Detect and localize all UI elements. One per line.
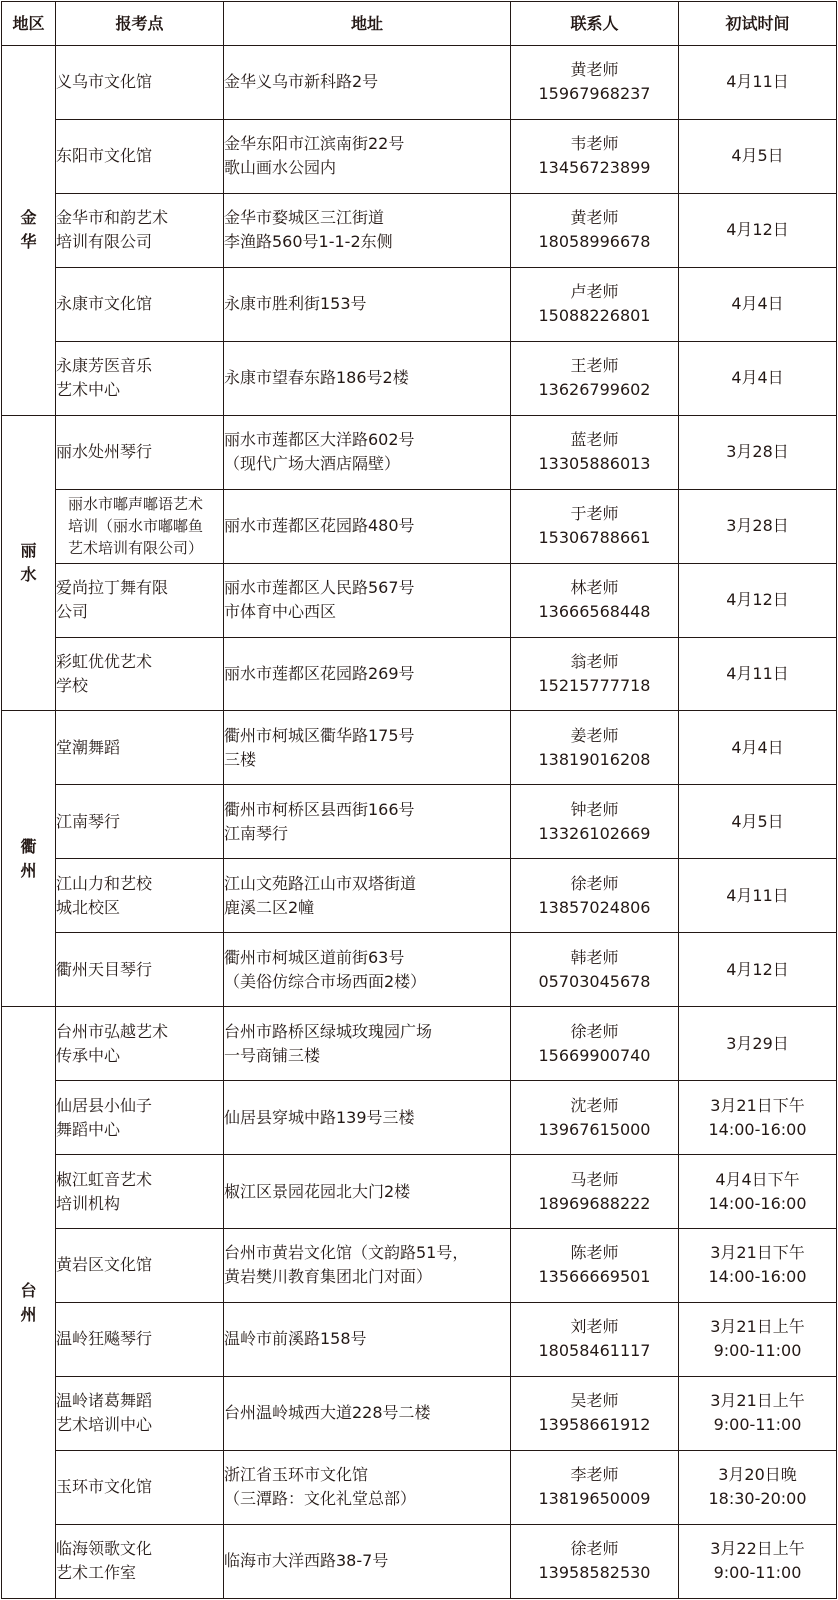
text-line: 3月21日上午	[710, 1317, 805, 1337]
exam-date-cell	[679, 267, 837, 341]
text-line: 一号商铺三楼	[224, 1045, 321, 1065]
address-cell	[224, 1376, 511, 1450]
text-line: 韩老师	[570, 947, 619, 967]
text-line: 东阳市文化馆	[56, 146, 153, 166]
text-line: 金华义乌市新科路2号	[224, 72, 379, 92]
text-line: 温岭市前溪路158号	[224, 1329, 367, 1349]
text-line: 黄老师	[570, 60, 619, 80]
text-line: 临海领歌文化	[56, 1539, 153, 1559]
text-line: 江山文苑路江山市双塔街道	[224, 873, 417, 893]
venue-cell	[56, 1450, 224, 1524]
exam-date-cell	[679, 415, 837, 489]
text-line: 05703045678	[538, 971, 651, 991]
contact-cell	[511, 1081, 679, 1155]
text-line: 3月20日晚	[718, 1465, 797, 1485]
exam-date-cell	[679, 711, 837, 785]
text-line: 台州市黄岩文化馆（文韵路51号，	[224, 1243, 469, 1263]
text-line: 丽水市莲都区大洋路602号	[224, 430, 415, 450]
contact-cell	[511, 1524, 679, 1598]
exam-venue-table	[1, 1, 837, 1599]
text-line: 徐老师	[570, 1021, 619, 1041]
address-cell	[224, 46, 511, 120]
text-line: 衢州市柯城区衢华路175号	[224, 725, 415, 745]
text-line: 彩虹优优艺术	[56, 651, 153, 671]
text-line: （美俗仿综合市场西面2楼）	[224, 971, 427, 991]
exam-date-cell	[679, 933, 837, 1007]
text-line: 13958661912	[538, 1415, 651, 1435]
text-line: 15669900740	[538, 1045, 651, 1065]
table-row	[2, 341, 837, 415]
region-char: 丽	[20, 541, 37, 561]
venue-cell	[56, 415, 224, 489]
text-line: 13819016208	[538, 749, 651, 769]
header-region: 地区	[2, 2, 56, 46]
region-char: 州	[20, 860, 37, 880]
contact-cell	[511, 1376, 679, 1450]
exam-date-cell	[679, 1007, 837, 1081]
table-row	[2, 119, 837, 193]
exam-date-cell	[679, 563, 837, 637]
address-cell	[224, 119, 511, 193]
text-line: 马老师	[570, 1169, 619, 1189]
text-line: 艺术培训有限公司）	[68, 539, 204, 558]
address-cell	[224, 1007, 511, 1081]
text-line: 王老师	[570, 356, 619, 376]
exam-date-cell	[679, 1302, 837, 1376]
region-cell	[2, 711, 56, 1007]
venue-cell	[56, 859, 224, 933]
table-row	[2, 415, 837, 489]
address-cell	[224, 267, 511, 341]
table-row	[2, 1155, 837, 1229]
table-row	[2, 1229, 837, 1303]
contact-cell	[511, 267, 679, 341]
text-line: 衢州市柯城区道前街63号	[224, 947, 405, 967]
table-row	[2, 637, 837, 711]
text-line: 18969688222	[538, 1193, 651, 1213]
header-contact: 联系人	[511, 2, 679, 46]
text-line: 3月22日上午	[710, 1539, 805, 1559]
exam-date-cell	[679, 1155, 837, 1229]
venue-cell	[56, 193, 224, 267]
text-line: 于老师	[570, 504, 619, 524]
text-line: 台州市路桥区绿城玫瑰园广场	[224, 1021, 433, 1041]
text-line: 仙居县穿城中路139号三楼	[224, 1107, 415, 1127]
text-line: 三楼	[224, 749, 257, 769]
venue-cell	[56, 637, 224, 711]
contact-cell	[511, 119, 679, 193]
contact-cell	[511, 1229, 679, 1303]
text-line: 4月12日	[726, 220, 789, 240]
exam-date-cell	[679, 859, 837, 933]
text-line: 舞蹈中心	[56, 1119, 121, 1139]
text-line: 永康芳医音乐	[56, 356, 153, 376]
text-line: 3月21日下午	[710, 1095, 805, 1115]
text-line: 4月5日	[731, 146, 784, 166]
text-line: 艺术培训中心	[56, 1415, 153, 1435]
venue-cell	[56, 1081, 224, 1155]
text-line: 9:00-11:00	[713, 1341, 802, 1361]
exam-date-cell	[679, 785, 837, 859]
text-line: 4月4日	[731, 368, 784, 388]
text-line: 13456723899	[538, 158, 651, 178]
table-row	[2, 267, 837, 341]
address-cell	[224, 637, 511, 711]
exam-date-cell	[679, 1376, 837, 1450]
text-line: 仙居县小仙子	[56, 1095, 153, 1115]
text-line: 浙江省玉环市文化馆	[224, 1465, 369, 1485]
text-line: 市体育中心西区	[224, 602, 337, 622]
region-char: 金	[20, 208, 37, 228]
text-line: 18058461117	[538, 1341, 651, 1361]
venue-cell	[56, 785, 224, 859]
text-line: 艺术工作室	[56, 1563, 137, 1583]
address-cell	[224, 859, 511, 933]
exam-date-cell	[679, 1229, 837, 1303]
text-line: 歌山画水公园内	[224, 158, 337, 178]
header-exam-date: 初试时间	[679, 2, 837, 46]
region-cell	[2, 1007, 56, 1599]
contact-cell	[511, 193, 679, 267]
contact-cell	[511, 711, 679, 785]
text-line: 永康市文化馆	[56, 294, 153, 314]
text-line: 永康市望春东路186号2楼	[224, 368, 409, 388]
venue-cell	[56, 341, 224, 415]
exam-date-cell	[679, 46, 837, 120]
address-cell	[224, 1081, 511, 1155]
text-line: 林老师	[570, 578, 619, 598]
text-line: 城北校区	[56, 897, 121, 917]
address-cell	[224, 193, 511, 267]
header-row	[2, 2, 837, 46]
contact-cell	[511, 46, 679, 120]
exam-date-cell	[679, 1081, 837, 1155]
table-row	[2, 1450, 837, 1524]
region-char: 水	[20, 565, 37, 585]
text-line: 台州市弘越艺术	[56, 1021, 169, 1041]
text-line: 黄岩区文化馆	[56, 1255, 153, 1275]
text-line: 椒江虹音艺术	[56, 1169, 153, 1189]
text-line: 4月12日	[726, 590, 789, 610]
text-line: 艺术中心	[56, 380, 121, 400]
text-line: 鹿溪二区2幢	[224, 897, 315, 917]
text-line: 15088226801	[538, 306, 651, 326]
exam-date-cell	[679, 119, 837, 193]
text-line: 14:00-16:00	[708, 1267, 807, 1287]
text-line: 4月11日	[726, 663, 789, 683]
contact-cell	[511, 563, 679, 637]
text-line: 13666568448	[538, 602, 651, 622]
text-line: 18058996678	[538, 232, 651, 252]
text-line: 4月5日	[731, 811, 784, 831]
table-body	[2, 46, 837, 1599]
text-line: 沈老师	[570, 1095, 619, 1115]
text-line: （三潭路：文化礼堂总部）	[224, 1489, 417, 1509]
text-line: 4月11日	[726, 885, 789, 905]
address-cell	[224, 711, 511, 785]
text-line: 14:00-16:00	[708, 1193, 807, 1213]
text-line: 13305886013	[538, 454, 651, 474]
table-row	[2, 1524, 837, 1598]
venue-cell	[56, 489, 224, 563]
text-line: 义乌市文化馆	[56, 72, 153, 92]
address-cell	[224, 933, 511, 1007]
table-row	[2, 489, 837, 563]
venue-cell	[56, 46, 224, 120]
contact-cell	[511, 1155, 679, 1229]
table-row	[2, 1376, 837, 1450]
venue-cell	[56, 267, 224, 341]
exam-date-cell	[679, 489, 837, 563]
address-cell	[224, 563, 511, 637]
table-row	[2, 711, 837, 785]
text-line: 陈老师	[570, 1243, 619, 1263]
text-line: 9:00-11:00	[713, 1563, 802, 1583]
contact-cell	[511, 1302, 679, 1376]
table-row	[2, 46, 837, 120]
table-row	[2, 1007, 837, 1081]
region-cell	[2, 46, 56, 416]
text-line: （现代广场大酒店隔壁）	[224, 454, 401, 474]
exam-date-cell	[679, 341, 837, 415]
address-cell	[224, 785, 511, 859]
text-line: 徐老师	[570, 873, 619, 893]
text-line: 爱尚拉丁舞有限	[56, 578, 169, 598]
address-cell	[224, 1302, 511, 1376]
text-line: 刘老师	[570, 1317, 619, 1337]
table-row	[2, 933, 837, 1007]
text-line: 吴老师	[570, 1391, 619, 1411]
text-line: 15306788661	[538, 528, 651, 548]
text-line: 江山力和艺校	[56, 873, 153, 893]
text-line: 15215777718	[538, 675, 651, 695]
text-line: 3月28日	[726, 442, 789, 462]
text-line: 李老师	[570, 1465, 619, 1485]
text-line: 临海市大洋西路38-7号	[224, 1551, 389, 1571]
text-line: 15967968237	[538, 84, 651, 104]
venue-cell	[56, 1229, 224, 1303]
address-cell	[224, 341, 511, 415]
venue-cell	[56, 1524, 224, 1598]
contact-cell	[511, 341, 679, 415]
venue-cell	[56, 1302, 224, 1376]
text-line: 3月28日	[726, 516, 789, 536]
text-line: 椒江区景园花园北大门2楼	[224, 1181, 411, 1201]
text-line: 3月29日	[726, 1033, 789, 1053]
text-line: 3月21日下午	[710, 1243, 805, 1263]
text-line: 13958582530	[538, 1563, 651, 1583]
text-line: 4月11日	[726, 72, 789, 92]
text-line: 丽水处州琴行	[56, 442, 153, 462]
contact-cell	[511, 637, 679, 711]
text-line: 丽水市莲都区花园路269号	[224, 663, 415, 683]
text-line: 4月4日	[731, 737, 784, 757]
text-line: 4月4日	[731, 294, 784, 314]
text-line: 堂潮舞蹈	[56, 737, 121, 757]
text-line: 江南琴行	[224, 823, 289, 843]
header-address: 地址	[224, 2, 511, 46]
contact-cell	[511, 415, 679, 489]
text-line: 9:00-11:00	[713, 1415, 802, 1435]
text-line: 韦老师	[570, 134, 619, 154]
venue-cell	[56, 933, 224, 1007]
venue-cell	[56, 711, 224, 785]
text-line: 丽水市莲都区花园路480号	[224, 516, 415, 536]
text-line: 传承中心	[56, 1045, 121, 1065]
text-line: 姜老师	[570, 725, 619, 745]
text-line: 18:30-20:00	[708, 1489, 807, 1509]
address-cell	[224, 1155, 511, 1229]
text-line: 金华市和韵艺术	[56, 208, 169, 228]
text-line: 培训有限公司	[56, 232, 153, 252]
text-line: 台州温岭城西大道228号二楼	[224, 1403, 431, 1423]
address-cell	[224, 1229, 511, 1303]
table-row	[2, 785, 837, 859]
venue-cell	[56, 1155, 224, 1229]
table-row	[2, 1302, 837, 1376]
contact-cell	[511, 933, 679, 1007]
text-line: 14:00-16:00	[708, 1119, 807, 1139]
text-line: 4月12日	[726, 959, 789, 979]
contact-cell	[511, 785, 679, 859]
text-line: 黄岩樊川教育集团北门对面）	[224, 1267, 433, 1287]
contact-cell	[511, 489, 679, 563]
text-line: 培训机构	[56, 1193, 121, 1213]
text-line: 玉环市文化馆	[56, 1477, 153, 1497]
address-cell	[224, 489, 511, 563]
text-line: 钟老师	[570, 799, 619, 819]
text-line: 金华市婺城区三江街道	[224, 208, 385, 228]
text-line: 衢州天目琴行	[56, 959, 153, 979]
table-row	[2, 859, 837, 933]
text-line: 卢老师	[570, 282, 619, 302]
address-cell	[224, 1450, 511, 1524]
text-line: 13326102669	[538, 823, 651, 843]
address-cell	[224, 415, 511, 489]
table-row	[2, 1081, 837, 1155]
contact-cell	[511, 1007, 679, 1081]
text-line: 公司	[56, 602, 89, 622]
venue-cell	[56, 1007, 224, 1081]
venue-cell	[56, 563, 224, 637]
text-line: 13819650009	[538, 1489, 651, 1509]
contact-cell	[511, 859, 679, 933]
text-line: 培训（丽水市嘟嘟鱼	[68, 517, 204, 536]
table-row	[2, 563, 837, 637]
header-venue: 报考点	[56, 2, 224, 46]
exam-date-cell	[679, 1524, 837, 1598]
region-char: 衢	[20, 836, 37, 856]
exam-date-cell	[679, 637, 837, 711]
text-line: 衢州市柯桥区县西街166号	[224, 799, 415, 819]
text-line: 13566669501	[538, 1267, 651, 1287]
text-line: 丽水市莲都区人民路567号	[224, 578, 415, 598]
table-row	[2, 193, 837, 267]
text-line: 学校	[56, 675, 89, 695]
text-line: 翁老师	[570, 651, 619, 671]
region-char: 华	[20, 232, 37, 252]
text-line: 黄老师	[570, 208, 619, 228]
text-line: 13857024806	[538, 897, 651, 917]
region-char: 州	[20, 1304, 37, 1324]
text-line: 永康市胜利街153号	[224, 294, 367, 314]
text-line: 徐老师	[570, 1539, 619, 1559]
region-cell	[2, 415, 56, 711]
text-line: 温岭狂飚琴行	[56, 1329, 153, 1349]
text-line: 3月21日上午	[710, 1391, 805, 1411]
venue-cell	[56, 1376, 224, 1450]
text-line: 4月4日下午	[715, 1169, 800, 1189]
text-line: 13967615000	[538, 1119, 651, 1139]
text-line: 13626799602	[538, 380, 651, 400]
exam-date-cell	[679, 193, 837, 267]
contact-cell	[511, 1450, 679, 1524]
address-cell	[224, 1524, 511, 1598]
text-line: 金华东阳市江滨南街22号	[224, 134, 405, 154]
venue-cell	[56, 119, 224, 193]
text-line: 丽水市嘟声嘟语艺术	[68, 495, 204, 514]
text-line: 江南琴行	[56, 811, 121, 831]
exam-date-cell	[679, 1450, 837, 1524]
text-line: 李渔路560号1-1-2东侧	[224, 232, 393, 252]
text-line: 蓝老师	[570, 430, 619, 450]
region-char: 台	[20, 1280, 37, 1300]
text-line: 温岭诸葛舞蹈	[56, 1391, 153, 1411]
